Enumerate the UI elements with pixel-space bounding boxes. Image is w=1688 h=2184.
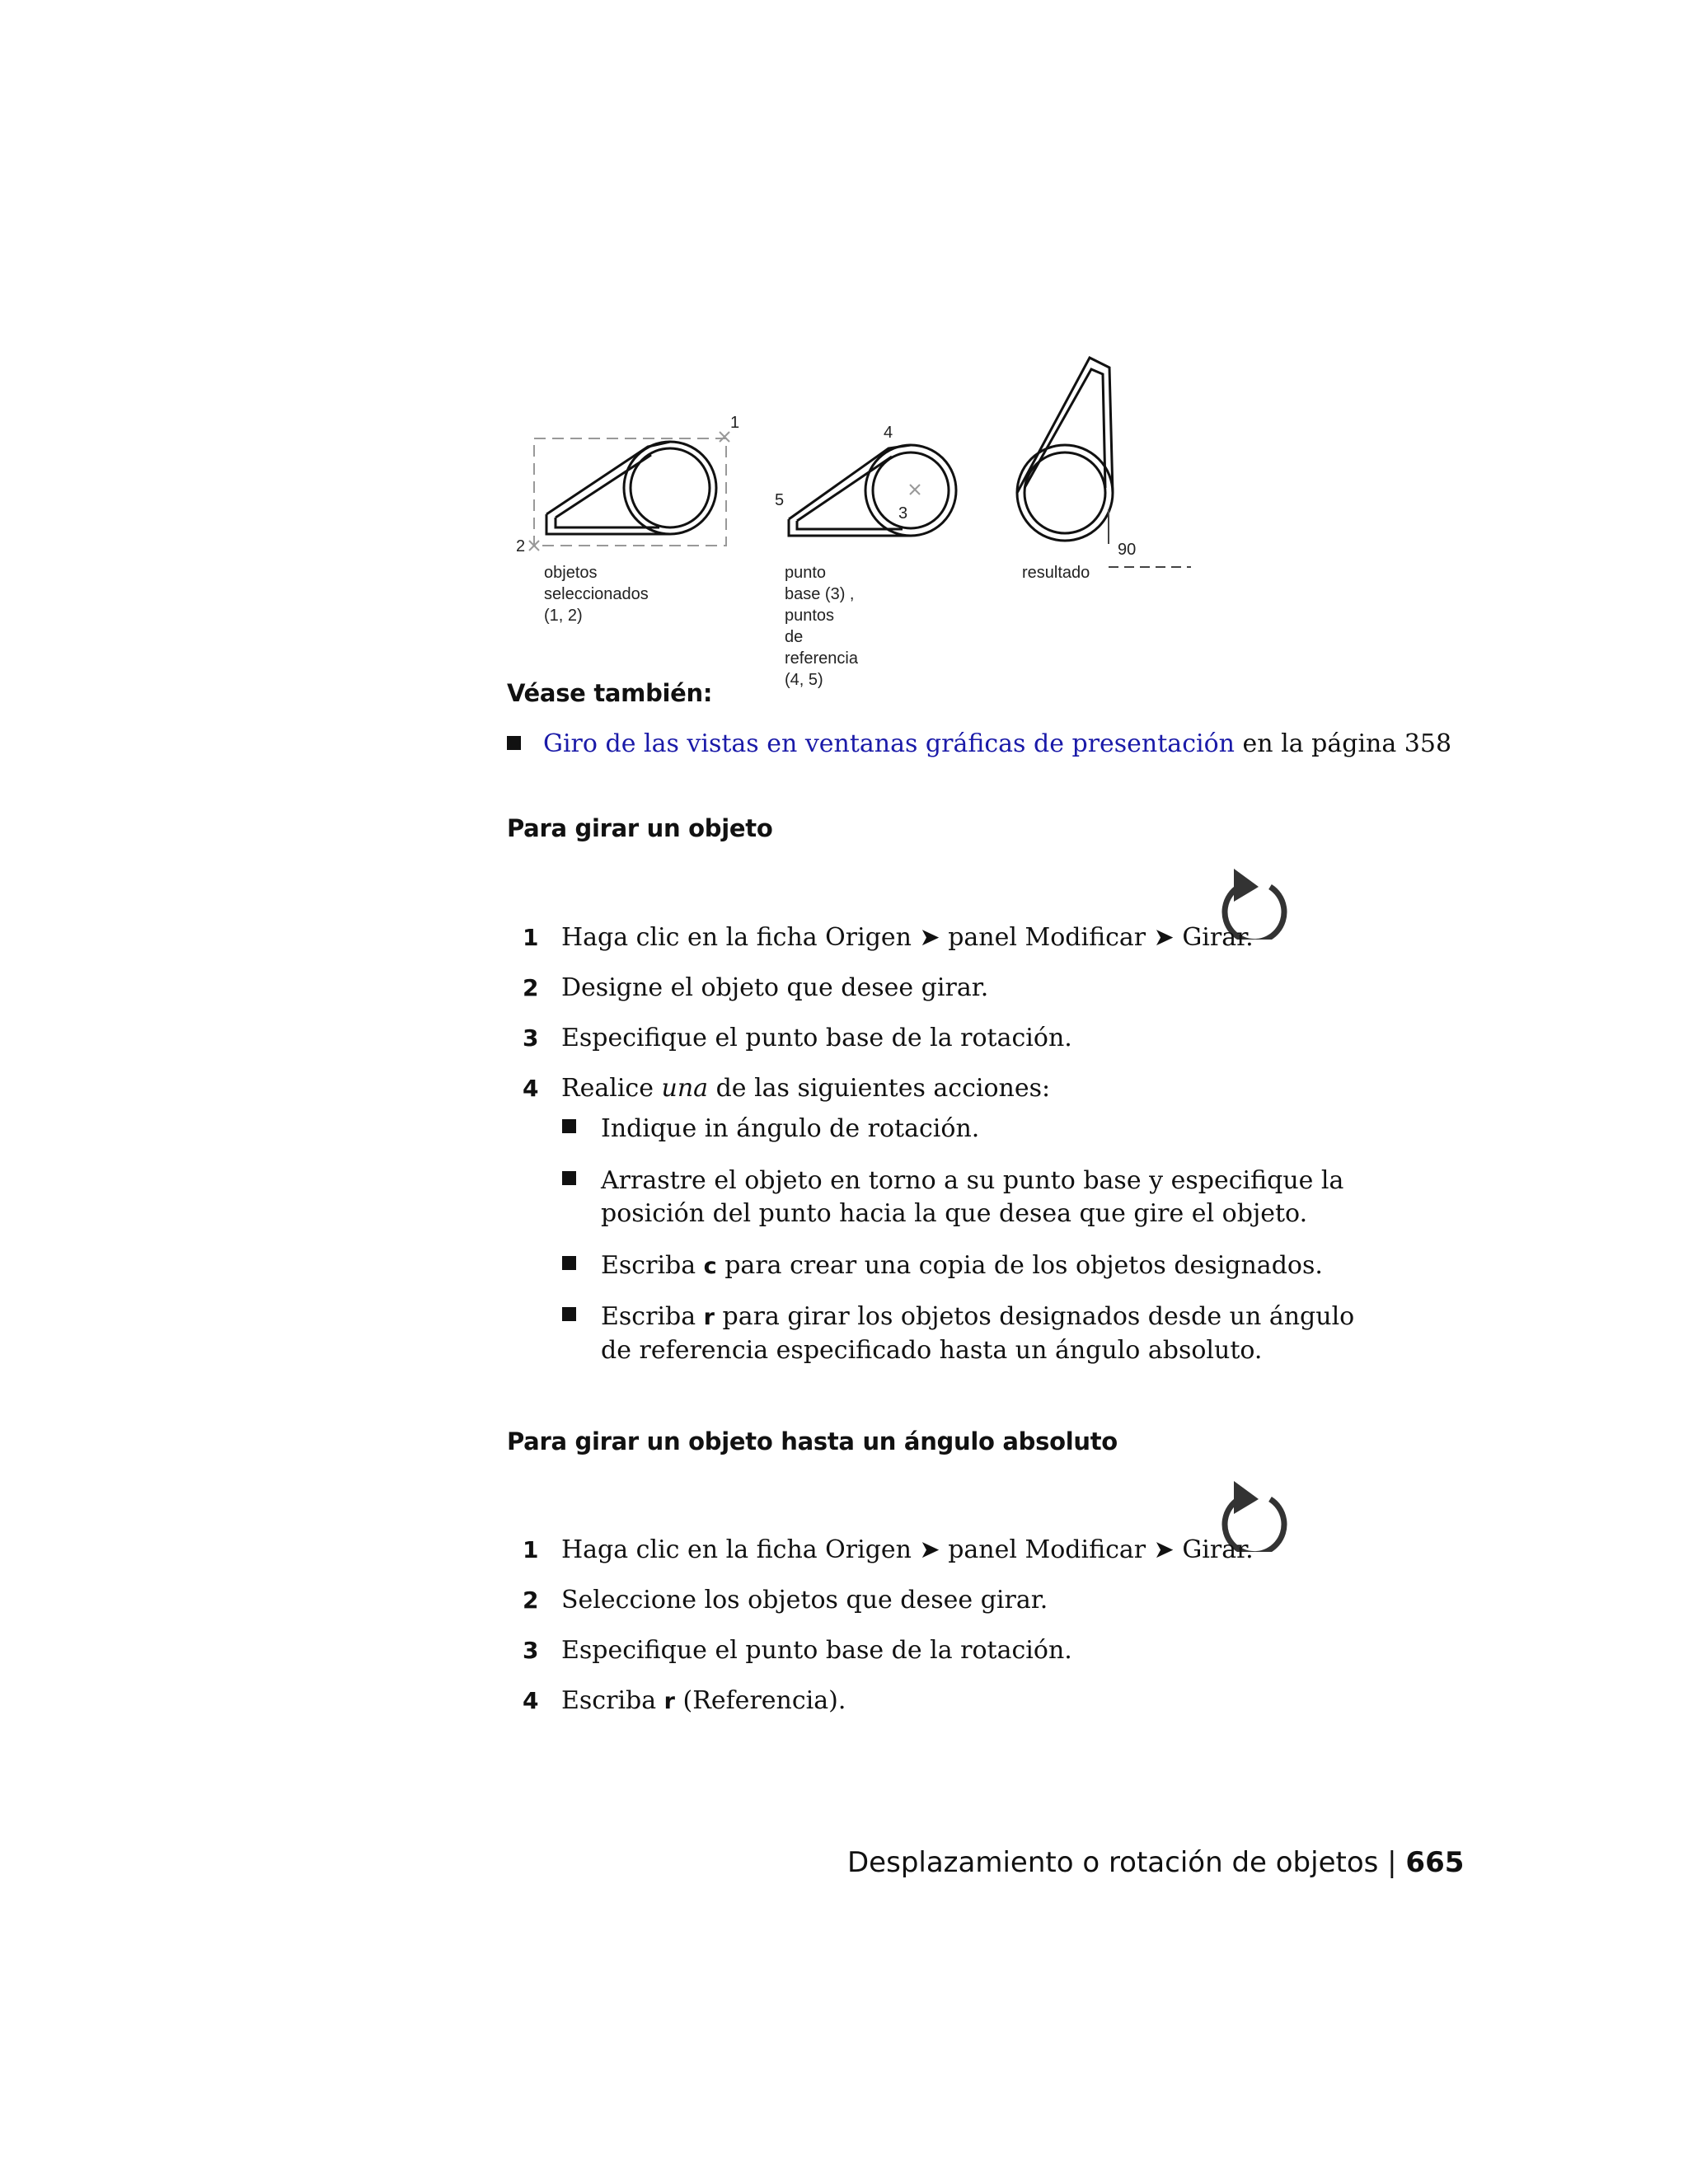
list-item-text: Arrastre el objeto en torno a su punto base y especifique la posición del punto hacia la que desea que gire el objeto. (601, 1166, 1344, 1228)
object-original (546, 442, 716, 534)
step-number: 3 (523, 1024, 539, 1052)
list-item (562, 1113, 1386, 1141)
step-number: 1 (523, 924, 539, 951)
step-text: Haga clic en la ficha Origen ➤ panel Modificar ➤ Girar. (561, 1535, 1254, 1564)
step-emphasis: una (661, 1074, 709, 1103)
step-item (523, 1586, 1048, 1615)
caption-result: resultado (1022, 564, 1090, 582)
list-item-text: Indique in ángulo de rotación. (601, 1114, 980, 1143)
step-text: Designe el objeto que desee girar. (561, 973, 989, 1002)
bullet-square-icon (562, 1256, 576, 1270)
angle-label: 90 (1118, 541, 1137, 559)
step-number: 4 (523, 1687, 539, 1714)
object-reference (789, 445, 956, 536)
object-result (1017, 358, 1113, 541)
caption-selected-objects: objetos seleccionados (1, 2) (544, 564, 649, 625)
step-number: 1 (523, 1536, 539, 1563)
step-keyword: r (663, 1689, 675, 1714)
point-label-2: 2 (516, 537, 526, 555)
point-label-5: 5 (775, 491, 785, 509)
see-also-heading: Véase también: (507, 679, 713, 707)
list-item (562, 1165, 1386, 1228)
bullet-square-icon (562, 1119, 576, 1133)
step-number: 3 (523, 1637, 539, 1664)
page-footer (847, 1846, 1464, 1879)
section-heading-rotate: Para girar un objeto (507, 814, 773, 842)
see-also-page-ref: en la página 358 (1234, 729, 1452, 758)
footer-chapter-title: Desplazamiento o rotación de objetos (847, 1846, 1379, 1879)
step-item (523, 1074, 1050, 1103)
step-item (523, 1686, 846, 1715)
step-item (523, 1636, 1072, 1665)
list-item-text: Escriba c para crear una copia de los objetos designados. (601, 1251, 1323, 1280)
step-text: Escriba (561, 1686, 664, 1715)
step-text: Especifique el punto base de la rotación. (561, 1636, 1072, 1665)
page-number: 665 (1405, 1846, 1465, 1879)
footer-separator: | (1378, 1846, 1406, 1879)
step-text: Especifique el punto base de la rotación. (561, 1024, 1072, 1052)
step-number: 4 (523, 1075, 539, 1102)
list-item-text: Escriba r para girar los objetos designados desde un ángulo de referencia especificado hasta un ángulo absoluto. (601, 1302, 1355, 1365)
see-also-link[interactable]: Giro de las vistas en ventanas gráficas de presentación (543, 729, 1235, 758)
point-label-1: 1 (730, 414, 740, 432)
step-number: 2 (523, 974, 539, 1001)
bullet-square-icon (562, 1171, 576, 1185)
step-item (523, 923, 1254, 952)
point-label-4: 4 (884, 424, 893, 442)
step-number: 2 (523, 1586, 539, 1614)
step-item (523, 1024, 1072, 1052)
step-text: de las siguientes acciones: (708, 1074, 1051, 1103)
step-text: Seleccione los objetos que desee girar. (561, 1586, 1048, 1615)
step-text: Haga clic en la ficha Origen ➤ panel Modificar ➤ Girar. (561, 923, 1254, 952)
step-item (523, 973, 988, 1002)
caption-base-point: punto base (3) , puntos de referencia (4, 5) (785, 564, 858, 689)
point-label-3: 3 (898, 504, 908, 523)
list-item (562, 1301, 1386, 1365)
bullet-square-icon (507, 736, 521, 750)
see-also-item (507, 729, 1451, 758)
list-item (562, 1249, 1386, 1278)
step-text: Realice (561, 1074, 662, 1103)
base-point-marker (910, 485, 920, 494)
step-item (523, 1535, 1254, 1564)
pick-point-markers (529, 432, 729, 551)
bullet-square-icon (562, 1307, 576, 1321)
section-heading-rotate-absolute: Para girar un objeto hasta un ángulo absoluto (507, 1427, 1118, 1455)
step-text: (Referencia). (675, 1686, 846, 1715)
